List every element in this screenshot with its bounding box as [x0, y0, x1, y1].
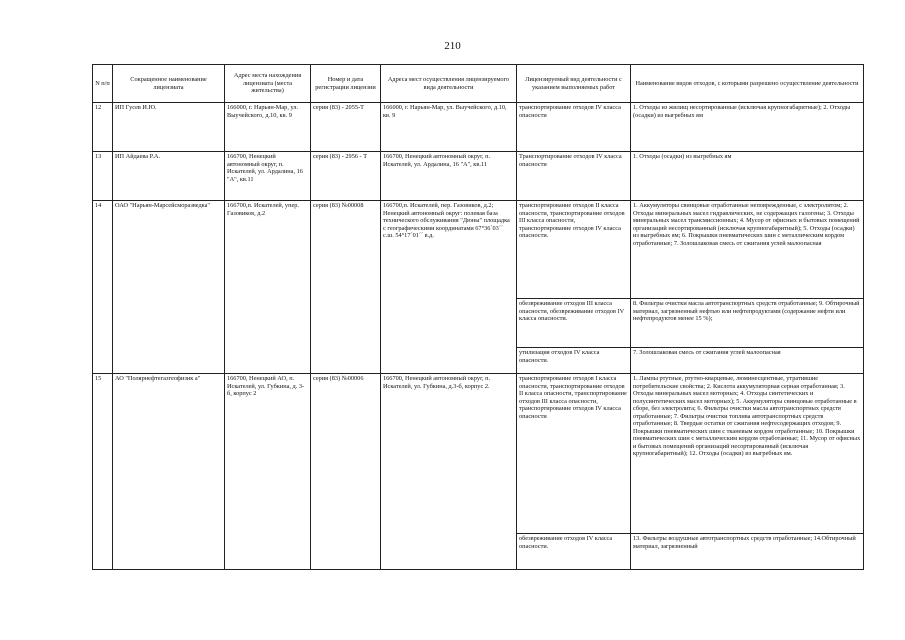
- table-row: [93, 201, 864, 299]
- licensee-name: ИП Айдаева Р.А.: [113, 152, 225, 201]
- licensee-name: ОАО "Нарьян-Марсейсморазведка": [113, 201, 225, 374]
- table-row: [93, 374, 864, 534]
- licensee-address: 166700,п. Искателей, упер. Газовиков, д.2: [225, 201, 311, 374]
- waste-types: 7. Золошлаковая смесь от сжигания углей малоопасная: [631, 348, 864, 374]
- header-license: Номер и дата регистрации лицензии: [311, 65, 381, 103]
- row-number: 15: [93, 374, 113, 570]
- activity-type: обезвреживание отходов IV класса опасности.: [517, 534, 631, 570]
- table-row: [93, 103, 864, 152]
- activity-type: транспортирование отходов II класса опасности, транспортирование отходов III класса опасности, транспортирование отходов IV класса опасности.: [517, 201, 631, 299]
- row-number: 14: [93, 201, 113, 374]
- activity-places: 166700, Ненецкий автономный округ, п. Искателей, ул. Ардалина, 16 "А", кв.11: [381, 152, 517, 201]
- activity-type: Транспортирование отходов IV класса опасности: [517, 152, 631, 201]
- header-activity: Лицензируемый вид деятельности с указанием выполняемых работ: [517, 65, 631, 103]
- license-number: серия (83) - 2055-Т: [311, 103, 381, 152]
- license-number: серия (83) №00006: [311, 374, 381, 570]
- licensee-address: 166000, г. Нарьян-Мар, ул. Выучейского, д.10, кв. 9: [225, 103, 311, 152]
- license-number: серия (83) №00008: [311, 201, 381, 374]
- header-address: Адрес места нахождения лицензиата (места жительства): [225, 65, 311, 103]
- licensee-address: 166700, Ненецкий АО, п. Искателей, ул. Губкина, д. 3-б, корпус 2: [225, 374, 311, 570]
- activity-places: 166000, г. Нарьян-Мар, ул. Выучейского, д.10, кв. 9: [381, 103, 517, 152]
- row-number: 13: [93, 152, 113, 201]
- table-header-row: [93, 65, 864, 103]
- activity-type: транспортирование отходов IV класса опасности: [517, 103, 631, 152]
- activity-places: 166700, Ненецкий автономный округ, п. Искателей, ул. Губкина, д.3-б, корпус 2.: [381, 374, 517, 570]
- header-name: Сокращенное наименование лицензиата: [113, 65, 225, 103]
- header-n: N п/п: [93, 65, 113, 103]
- header-wastes: Наименование видов отходов, с которыми разрешено осуществление деятельности: [631, 65, 864, 103]
- licensee-name: АО "Полярнефтегазгеофизик а": [113, 374, 225, 570]
- activity-places: 166700,п. Искателей, пер. Газовиков, д.2; Ненецкий автономный округ: полевая база технического обслуживания "Дюны" площадка с географическими координатами 67°36´03´´ с.ш. 54°17´01´´ в.д.: [381, 201, 517, 374]
- waste-types: 1. Аккумуляторы свинцовые отработанные неповрежденные, с электролитом; 2. Отходы минеральных масел гидравлических, не содержащих галогены; 3. Отходы минеральных масел трансмиссионных; 4. Мусор от офисных и бытовых помещений организаций несортированный (исключая крупногабаритный); 5. Отходы (осадки) из выгребных ям; 6. Покрышки пневматических шин с металлическим кордом отработанные; 7. Золошлаковая смесь от сжигания углей малоопасная: [631, 201, 864, 299]
- page-number: 210: [444, 40, 461, 52]
- license-number: серия (83) - 2956 - Т: [311, 152, 381, 201]
- waste-types: 1. Лампы ртутные, ртутно-кварцевые, люминесцентные, утратившие потребительские свойства; 2. Кислота аккумуляторная серная отработанная; 3. Отходы минеральных масел моторных; 4. Отходы синтетических и полусинтетических масел моторных); 5. Аккумуляторы свинцовые отработанные в сборе, без электролита; 6. Фильтры очистки масла автотранспортных средств отработанные; 7. Фильтры очистки топлива автотранспортных средств отработанные; 8. Твердые остатки от сжигания нефтесодержащих отходов; 9. Покрышки пневматических шин с тканевым кордом отработанные; 10. Покрышки пневматических шин с металлическим кордом отработанные; 11. Мусор от офисных и бытовых помещений организаций несортированный (исключая крупногабаритный); 12. Отходы (осадки) из выгребных ям.: [631, 374, 864, 534]
- licensee-name: ИП Гусев И.Ю.: [113, 103, 225, 152]
- activity-type: транспортирование отходов I класса опасности, транспортирование отходов II класса опасности, транспортирование отходов III класса опасности, транспортирование отходов IV класса опасности: [517, 374, 631, 534]
- header-places: Адреса мест осуществления лицензируемого вида деятельности: [381, 65, 517, 103]
- table-row: [93, 152, 864, 201]
- activity-type: утилизация отходов IV класса опасности.: [517, 348, 631, 374]
- licensee-address: 166700, Ненецкий автономный округ, п. Искателей, ул. Ардалина, 16 "А", кв.11: [225, 152, 311, 201]
- waste-types: 13. Фильтры воздушные автотранспортных средств отработанные; 14.Обтирочный материал, загрязненный: [631, 534, 864, 570]
- waste-types: 1. Отходы из жилищ несортированные (исключая крупногабаритные); 2. Отходы (осадки) из выгребных ям: [631, 103, 864, 152]
- waste-types: 8. Фильтры очистки масла автотранспортных средств отработанные; 9. Обтирочный материал, загрязненный нефтью или нефтепродуктами (содержание нефти или нефтепродуктов менее 15 %);: [631, 299, 864, 348]
- license-table: [92, 64, 864, 570]
- activity-type: обезвреживание отходов III класса опасности, обезвреживание отходов IV класса опасности.: [517, 299, 631, 348]
- row-number: 12: [93, 103, 113, 152]
- waste-types: 1. Отходы (осадки) из выгребных ям: [631, 152, 864, 201]
